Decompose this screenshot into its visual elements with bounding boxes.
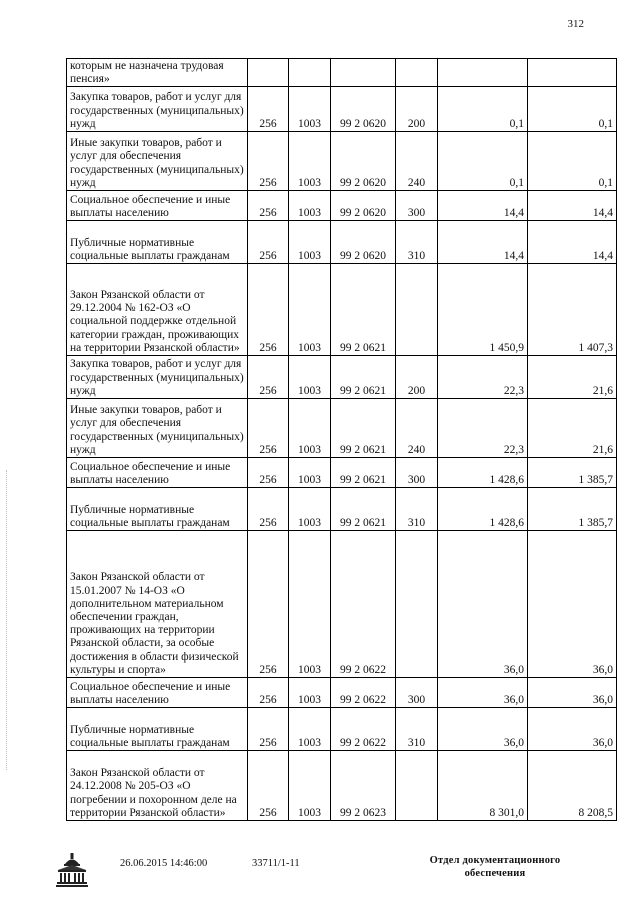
- cell-article: [331, 59, 396, 87]
- cell-section: 1003: [289, 751, 331, 821]
- cell-ved: 256: [248, 191, 289, 221]
- cell-executed: 8 208,5: [528, 751, 617, 821]
- cell-expense-type: [396, 531, 438, 678]
- cell-executed: 36,0: [528, 678, 617, 708]
- cell-article: 99 2 0621: [331, 356, 396, 399]
- cell-planned: [438, 59, 528, 87]
- cell-expense-type: 300: [396, 678, 438, 708]
- cell-section: 1003: [289, 264, 331, 356]
- cell-executed: 1 407,3: [528, 264, 617, 356]
- cell-executed: [528, 59, 617, 87]
- cell-planned: 36,0: [438, 531, 528, 678]
- footer-department-line1: Отдел документационного: [429, 855, 561, 866]
- row-name: Социальное обеспечение и иные выплаты населению: [67, 458, 248, 488]
- cell-ved: 256: [248, 399, 289, 458]
- cell-planned: 14,4: [438, 221, 528, 264]
- row-name: Закон Рязанской области от 24.12.2008 № 205-ОЗ «О погребении и похоронном деле на территории Рязанской области»: [67, 751, 248, 821]
- cell-article: 99 2 0621: [331, 458, 396, 488]
- cell-section: 1003: [289, 87, 331, 132]
- cell-section: [289, 59, 331, 87]
- cell-ved: 256: [248, 221, 289, 264]
- cell-planned: 1 428,6: [438, 458, 528, 488]
- cell-planned: 0,1: [438, 87, 528, 132]
- row-name: Социальное обеспечение и иные выплаты населению: [67, 678, 248, 708]
- table-row: [67, 488, 617, 531]
- page-footer: [0, 848, 640, 898]
- cell-expense-type: 310: [396, 708, 438, 751]
- cell-expense-type: 200: [396, 87, 438, 132]
- cell-executed: 36,0: [528, 708, 617, 751]
- cell-article: 99 2 0620: [331, 191, 396, 221]
- cell-article: 99 2 0621: [331, 264, 396, 356]
- cell-expense-type: 310: [396, 221, 438, 264]
- row-name: Иные закупки товаров, работ и услуг для обеспечения государственных (муниципальных) нужд: [67, 132, 248, 191]
- cell-expense-type: 240: [396, 132, 438, 191]
- row-name: которым не назначена трудовая пенсия»: [67, 59, 248, 87]
- footer-doc-code: 33711/1-11: [252, 858, 300, 869]
- cell-executed: 14,4: [528, 191, 617, 221]
- budget-table-body: [67, 59, 617, 821]
- table-row: [67, 708, 617, 751]
- cell-section: 1003: [289, 356, 331, 399]
- row-name: Публичные нормативные социальные выплаты гражданам: [67, 221, 248, 264]
- cell-article: 99 2 0620: [331, 87, 396, 132]
- cell-ved: 256: [248, 531, 289, 678]
- cell-expense-type: [396, 751, 438, 821]
- cell-article: 99 2 0620: [331, 132, 396, 191]
- table-row: [67, 191, 617, 221]
- cell-executed: 36,0: [528, 531, 617, 678]
- row-name: Закупка товаров, работ и услуг для государственных (муниципальных) нужд: [67, 356, 248, 399]
- row-name: Закупка товаров, работ и услуг для государственных (муниципальных) нужд: [67, 87, 248, 132]
- cell-executed: 0,1: [528, 87, 617, 132]
- table-row: [67, 87, 617, 132]
- footer-department-line2: обеспечения: [464, 868, 526, 879]
- budget-table: [66, 58, 617, 821]
- cell-expense-type: 300: [396, 458, 438, 488]
- cell-planned: 14,4: [438, 191, 528, 221]
- cell-executed: 21,6: [528, 399, 617, 458]
- cell-ved: 256: [248, 458, 289, 488]
- cell-section: 1003: [289, 191, 331, 221]
- cell-executed: 14,4: [528, 221, 617, 264]
- cell-planned: 36,0: [438, 678, 528, 708]
- row-name: Иные закупки товаров, работ и услуг для обеспечения государственных (муниципальных) нужд: [67, 399, 248, 458]
- table-row: [67, 531, 617, 678]
- cell-section: 1003: [289, 458, 331, 488]
- cell-section: 1003: [289, 399, 331, 458]
- cell-article: 99 2 0620: [331, 221, 396, 264]
- cell-ved: 256: [248, 132, 289, 191]
- cell-executed: 1 385,7: [528, 488, 617, 531]
- cell-section: 1003: [289, 132, 331, 191]
- row-name: Публичные нормативные социальные выплаты гражданам: [67, 488, 248, 531]
- row-name: Социальное обеспечение и иные выплаты населению: [67, 191, 248, 221]
- cell-planned: 22,3: [438, 399, 528, 458]
- row-name: Закон Рязанской области от 15.01.2007 № 14-ОЗ «О дополнительном материальном обеспечении граждан, проживающих на территории Рязанской области, за особые достижения в области физической культуры и спорта»: [67, 531, 248, 678]
- cell-planned: 1 428,6: [438, 488, 528, 531]
- cell-planned: 0,1: [438, 132, 528, 191]
- page-number: 312: [567, 18, 584, 30]
- cell-article: 99 2 0622: [331, 531, 396, 678]
- cell-article: 99 2 0621: [331, 399, 396, 458]
- cell-planned: 8 301,0: [438, 751, 528, 821]
- cell-section: 1003: [289, 531, 331, 678]
- duma-building-emblem-icon: [55, 852, 89, 890]
- cell-section: 1003: [289, 221, 331, 264]
- cell-executed: 1 385,7: [528, 458, 617, 488]
- cell-planned: 36,0: [438, 708, 528, 751]
- footer-department: [410, 854, 580, 880]
- cell-ved: 256: [248, 751, 289, 821]
- table-row: [67, 356, 617, 399]
- cell-ved: [248, 59, 289, 87]
- cell-executed: 21,6: [528, 356, 617, 399]
- cell-article: 99 2 0621: [331, 488, 396, 531]
- cell-expense-type: 240: [396, 399, 438, 458]
- cell-ved: 256: [248, 488, 289, 531]
- cell-ved: 256: [248, 708, 289, 751]
- table-row: [67, 221, 617, 264]
- table-row: [67, 399, 617, 458]
- footer-datetime: 26.06.2015 14:46:00: [120, 858, 208, 869]
- cell-ved: 256: [248, 264, 289, 356]
- table-row: [67, 678, 617, 708]
- table-row: [67, 264, 617, 356]
- cell-section: 1003: [289, 488, 331, 531]
- cell-expense-type: 200: [396, 356, 438, 399]
- row-name: Публичные нормативные социальные выплаты гражданам: [67, 708, 248, 751]
- cell-section: 1003: [289, 678, 331, 708]
- cell-ved: 256: [248, 356, 289, 399]
- cell-expense-type: 300: [396, 191, 438, 221]
- row-name: Закон Рязанской области от 29.12.2004 № 162-ОЗ «О социальной поддержке отдельной категории граждан, проживающих на территории Рязанской области»: [67, 264, 248, 356]
- cell-planned: 1 450,9: [438, 264, 528, 356]
- cell-article: 99 2 0622: [331, 678, 396, 708]
- scan-margin-mark: [6, 470, 8, 770]
- cell-section: 1003: [289, 708, 331, 751]
- cell-article: 99 2 0622: [331, 708, 396, 751]
- cell-expense-type: [396, 59, 438, 87]
- cell-ved: 256: [248, 87, 289, 132]
- cell-expense-type: [396, 264, 438, 356]
- table-row: [67, 751, 617, 821]
- cell-article: 99 2 0623: [331, 751, 396, 821]
- cell-ved: 256: [248, 678, 289, 708]
- cell-expense-type: 310: [396, 488, 438, 531]
- cell-executed: 0,1: [528, 132, 617, 191]
- table-row: [67, 59, 617, 87]
- cell-planned: 22,3: [438, 356, 528, 399]
- table-row: [67, 132, 617, 191]
- table-row: [67, 458, 617, 488]
